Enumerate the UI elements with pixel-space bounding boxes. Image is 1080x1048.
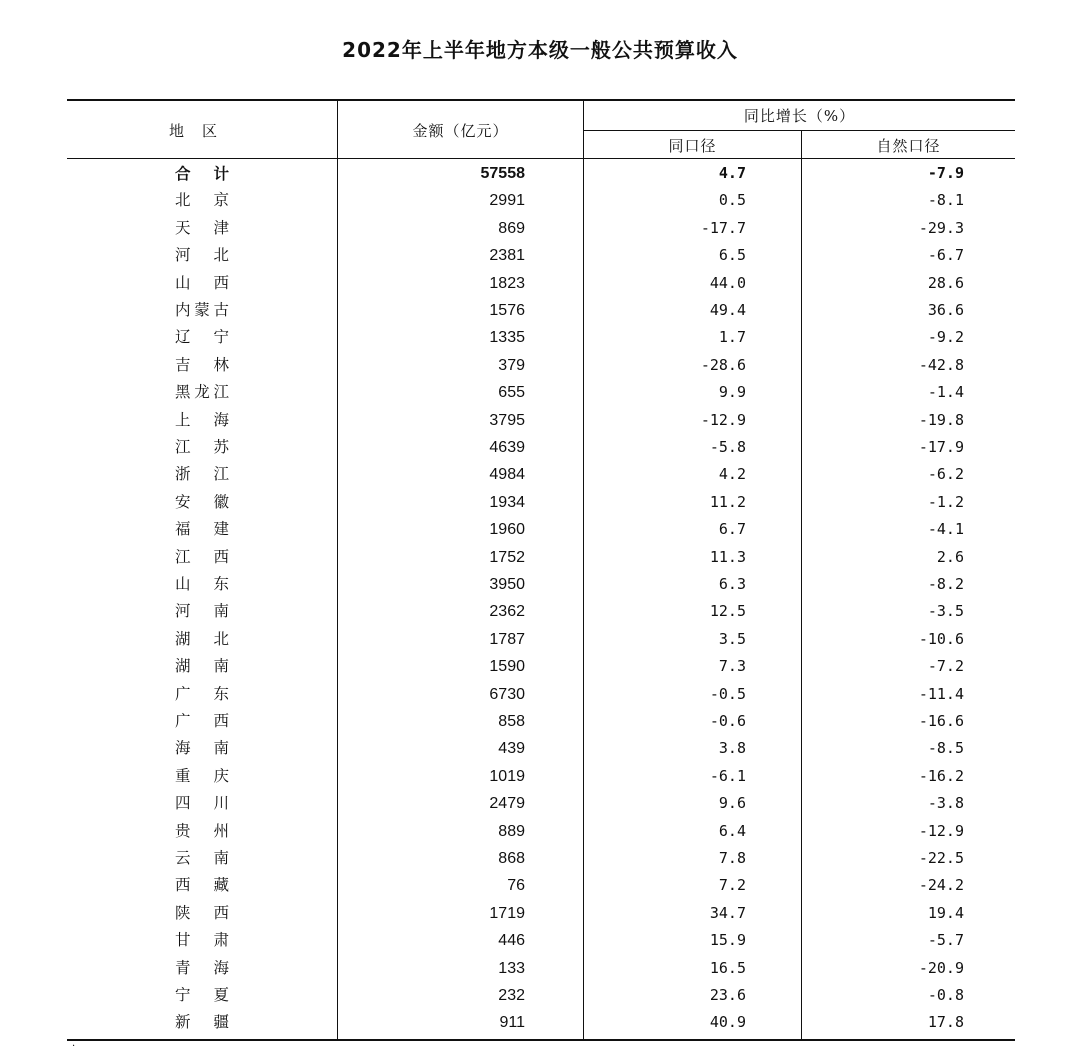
- amount-value: 1576: [489, 302, 525, 319]
- natural-basis-growth: -11.4: [918, 684, 964, 703]
- region-name: 辽宁: [175, 328, 231, 347]
- same-basis-growth: 23.6: [709, 986, 746, 1004]
- amount-value: 133: [498, 959, 525, 977]
- same-basis-growth: -12.9: [700, 410, 746, 429]
- table-row: [67, 407, 1015, 434]
- amount-value: 76: [507, 877, 525, 895]
- region-name: 广东: [175, 684, 231, 703]
- natural-basis-growth: -7.9: [927, 164, 964, 182]
- natural-basis-growth: -9.2: [927, 328, 964, 347]
- table-row: [67, 763, 1015, 790]
- amount-value: 439: [498, 740, 525, 758]
- table-row: [67, 324, 1015, 351]
- table-row: [67, 735, 1015, 762]
- same-basis-growth: 9.9: [718, 383, 746, 402]
- region-name: 吉林: [175, 355, 231, 374]
- region-name: 江西: [175, 547, 231, 566]
- natural-basis-growth: 19.4: [927, 903, 964, 922]
- same-basis-growth: 6.5: [718, 246, 746, 265]
- natural-basis-growth: -5.7: [927, 931, 964, 950]
- natural-basis-growth: -7.2: [927, 657, 964, 676]
- same-basis-growth: 34.7: [709, 903, 746, 922]
- same-basis-growth: -0.5: [709, 684, 746, 703]
- region-name: 福建: [175, 520, 231, 539]
- natural-basis-growth: -24.2: [918, 876, 964, 895]
- natural-basis-growth: -6.7: [927, 246, 964, 265]
- same-basis-growth: -5.8: [709, 438, 746, 456]
- header-same-basis: 同口径: [583, 131, 801, 159]
- natural-basis-growth: -1.2: [927, 492, 964, 511]
- amount-value: 3950: [489, 576, 525, 593]
- same-basis-growth: 15.9: [709, 931, 746, 950]
- same-basis-growth: -28.6: [700, 355, 746, 374]
- table-header: [67, 99, 1015, 159]
- amount-value: 858: [498, 713, 525, 730]
- natural-basis-growth: -16.6: [918, 712, 964, 730]
- table-row: [67, 927, 1015, 954]
- table-row: [67, 1009, 1015, 1036]
- region-name: 黑龙江: [175, 383, 231, 402]
- natural-basis-growth: -17.9: [918, 438, 964, 456]
- same-basis-growth: 11.2: [709, 492, 746, 511]
- table-row: [67, 489, 1015, 516]
- same-basis-growth: 49.4: [709, 301, 746, 319]
- same-basis-growth: 9.6: [718, 794, 746, 813]
- amount-value: 2479: [489, 795, 525, 813]
- same-basis-growth: 12.5: [709, 602, 746, 621]
- natural-basis-growth: 17.8: [927, 1013, 964, 1032]
- table-row: [67, 790, 1015, 817]
- amount-value: 57558: [480, 165, 525, 182]
- amount-value: 6730: [489, 685, 525, 703]
- same-basis-growth: 6.7: [718, 520, 746, 539]
- same-basis-growth: -6.1: [709, 766, 746, 785]
- table-row: [67, 955, 1015, 982]
- table-row: [67, 598, 1015, 625]
- region-name: 新疆: [175, 1013, 231, 1032]
- region-name: 青海: [175, 958, 231, 977]
- region-name: 湖北: [175, 629, 231, 648]
- same-basis-growth: -0.6: [709, 712, 746, 730]
- region-name: 广西: [175, 712, 231, 730]
- natural-basis-growth: -3.8: [927, 794, 964, 813]
- amount-value: 869: [498, 219, 525, 237]
- table-row: [67, 270, 1015, 297]
- same-basis-growth: 40.9: [709, 1013, 746, 1032]
- same-basis-growth: 3.8: [718, 739, 746, 758]
- table-row: [67, 434, 1015, 461]
- natural-basis-growth: -4.1: [927, 520, 964, 539]
- same-basis-growth: 7.3: [718, 657, 746, 676]
- natural-basis-growth: -8.2: [927, 575, 964, 593]
- amount-value: 1719: [489, 904, 525, 922]
- header-growth: 同比增长（%）: [583, 101, 1015, 131]
- same-basis-growth: 6.3: [718, 575, 746, 593]
- table-row: [67, 379, 1015, 406]
- table-row: [67, 215, 1015, 242]
- natural-basis-growth: -20.9: [918, 958, 964, 977]
- amount-value: 446: [498, 932, 525, 950]
- region-name: 云南: [175, 849, 231, 867]
- table-row: [67, 187, 1015, 214]
- region-name: 北京: [175, 191, 231, 210]
- natural-basis-growth: 28.6: [927, 273, 964, 292]
- region-name: 合计: [175, 164, 231, 183]
- region-name: 湖南: [175, 657, 231, 676]
- table-row: [67, 681, 1015, 708]
- amount-value: 911: [499, 1014, 525, 1032]
- same-basis-growth: 6.4: [718, 821, 746, 840]
- table-row: [67, 544, 1015, 571]
- natural-basis-growth: -0.8: [927, 986, 964, 1004]
- amount-value: 3795: [489, 411, 525, 429]
- natural-basis-growth: -1.4: [927, 383, 964, 402]
- table-row: [67, 352, 1015, 379]
- table-row: [67, 818, 1015, 845]
- amount-value: 2381: [489, 247, 525, 265]
- region-name: 陕西: [175, 903, 231, 922]
- same-basis-growth: 3.5: [718, 629, 746, 648]
- region-name: 海南: [175, 739, 231, 758]
- region-name: 山西: [175, 273, 231, 292]
- region-name: 河北: [175, 246, 231, 265]
- table-row: [67, 242, 1015, 269]
- amount-value: 1934: [489, 493, 525, 511]
- region-name: 安徽: [175, 492, 231, 511]
- region-name: 贵州: [175, 821, 231, 840]
- table-row: [67, 461, 1015, 488]
- amount-value: 1787: [489, 630, 525, 648]
- header-region: 地区: [168, 121, 235, 140]
- region-name: 西藏: [175, 876, 231, 895]
- same-basis-growth: -17.7: [700, 218, 746, 237]
- page-title: 2022年上半年地方本级一般公共预算收入: [342, 38, 738, 62]
- table-row: [67, 982, 1015, 1009]
- same-basis-growth: 4.7: [718, 164, 746, 182]
- region-name: 河南: [175, 602, 231, 621]
- same-basis-growth: 4.2: [718, 465, 746, 484]
- region-name: 浙江: [175, 465, 231, 484]
- region-name: 江苏: [175, 438, 231, 456]
- natural-basis-growth: -29.3: [918, 218, 964, 237]
- natural-basis-growth: -12.9: [918, 821, 964, 840]
- same-basis-growth: 0.5: [718, 191, 746, 210]
- amount-value: 889: [498, 822, 525, 840]
- region-name: 宁夏: [175, 986, 231, 1004]
- region-name: 四川: [175, 794, 231, 813]
- natural-basis-growth: -42.8: [918, 355, 964, 374]
- amount-value: 2362: [489, 603, 525, 621]
- natural-basis-growth: 2.6: [936, 547, 964, 566]
- same-basis-growth: 7.8: [718, 849, 746, 867]
- region-name: 上海: [175, 410, 231, 429]
- header-natural-basis: 自然口径: [801, 131, 1015, 159]
- region-name: 山东: [175, 575, 231, 593]
- table-body: [67, 159, 1015, 1041]
- natural-basis-growth: -10.6: [918, 629, 964, 648]
- amount-value: 1823: [489, 274, 525, 292]
- region-name: 重庆: [175, 766, 231, 785]
- natural-basis-growth: -3.5: [927, 602, 964, 621]
- table-row: [67, 872, 1015, 899]
- natural-basis-growth: -8.5: [927, 739, 964, 758]
- amount-value: 1960: [489, 521, 525, 539]
- region-name: 内蒙古: [175, 301, 231, 319]
- region-name: 天津: [175, 218, 231, 237]
- table-row: [67, 626, 1015, 653]
- amount-value: 868: [498, 850, 525, 867]
- table-row: [67, 653, 1015, 680]
- table-row: [67, 516, 1015, 543]
- natural-basis-growth: -19.8: [918, 410, 964, 429]
- same-basis-growth: 16.5: [709, 958, 746, 977]
- natural-basis-growth: -22.5: [918, 849, 964, 867]
- table-row: [67, 297, 1015, 324]
- footnote-mark: ·: [72, 1041, 76, 1048]
- amount-value: 1752: [489, 548, 525, 566]
- natural-basis-growth: 36.6: [927, 301, 964, 319]
- same-basis-growth: 1.7: [718, 328, 746, 347]
- table-row: [67, 900, 1015, 927]
- amount-value: 655: [498, 384, 525, 402]
- amount-value: 1335: [489, 329, 525, 347]
- table-row: [67, 708, 1015, 735]
- amount-value: 379: [498, 356, 525, 374]
- same-basis-growth: 44.0: [709, 273, 746, 292]
- natural-basis-growth: -8.1: [927, 191, 964, 210]
- amount-value: 1019: [489, 767, 525, 785]
- amount-value: 232: [498, 987, 525, 1004]
- natural-basis-growth: -6.2: [927, 465, 964, 484]
- amount-value: 4639: [489, 439, 525, 456]
- amount-value: 4984: [489, 466, 525, 484]
- total-row: [67, 160, 1015, 187]
- region-name: 甘肃: [175, 931, 231, 950]
- table-row: [67, 571, 1015, 598]
- natural-basis-growth: -16.2: [918, 766, 964, 785]
- table-row: [67, 845, 1015, 872]
- same-basis-growth: 11.3: [709, 547, 746, 566]
- amount-value: 2991: [489, 192, 525, 210]
- same-basis-growth: 7.2: [718, 876, 746, 895]
- header-amount: 金额（亿元）: [337, 101, 583, 159]
- amount-value: 1590: [489, 658, 525, 676]
